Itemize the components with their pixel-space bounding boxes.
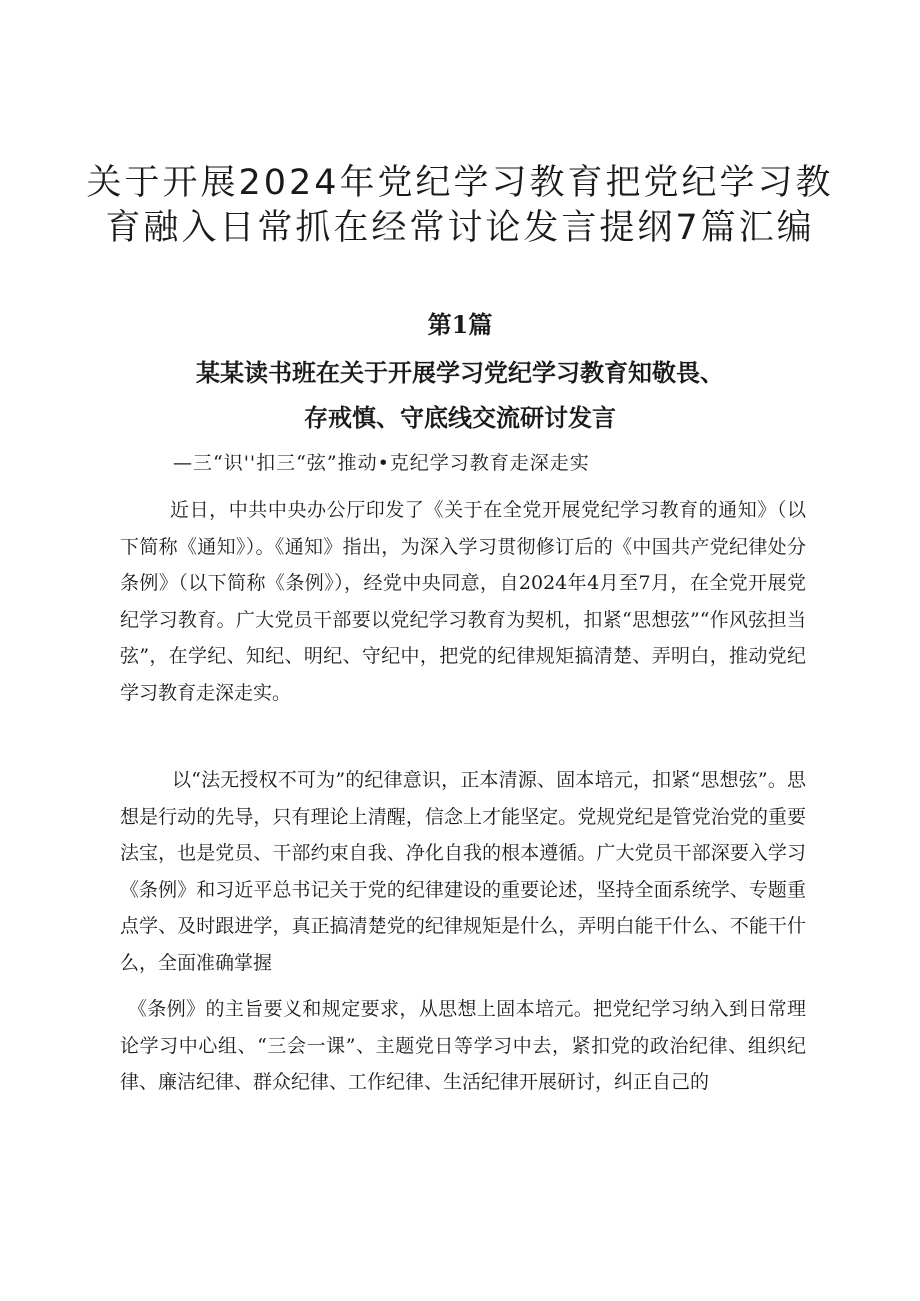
section-title-line-1: 某某读书班在关于开展学习党纪学习教育知敬畏、 — [196, 359, 724, 387]
body-paragraph-1: 近日，中共中央办公厅印发了《关于在全党开展党纪学习教育的通知》（以下简称《通知》）。《通知》指出，为深入学习贯彻修订后的《中国共产党纪律处分条例》（以下简称《条例》），经党中央同意，自2024年4月至7月，在全党开展党纪学习教育。广大党员干部要以党纪学习教育为契机，扣紧“思想弦”“作风弦担当弦”，在学纪、知纪、明纪、守纪中，把党的纪律规矩搞清楚、弄明白，推动党纪学习教育走深走实。 — [120, 499, 806, 704]
section-title-line-2: 存戒慎、守底线交流研讨发言 — [304, 404, 616, 432]
body-paragraph-3: 《条例》的主旨要义和规定要求，从思想上固本培元。把党纪学习纳入到日常理论学习中心组、“三会一课”、主题党日等学习中去，紧扣党的政治纪律、组织纪律、廉洁纪律、群众纪律、工作纪律、生活纪律开展研讨，纠正自己的 — [120, 998, 806, 1093]
body-paragraph-2: 以“法无授权不可为”的纪律意识，正本清源、固本培元，扣紧“思想弦”。思想是行动的先导，只有理论上清醒，信念上才能坚定。党规党纪是管党治党的重要法宝，也是党员、干部约束自我、净化自我的根本遵循。广大党员干部深要入学习《条例》和习近平总书记关于党的纪律建设的重要论述，坚持全面系统学、专题重点学、及时跟进学，真正搞清楚党的纪律规矩是什么，弄明白能干什么、不能干什么，全面准确掌握 — [120, 769, 806, 974]
section-tagline: —三“识''扣三“弦”推动•克纪学习教育走深走实 — [173, 452, 590, 474]
document-title-line-2: 育融入日常抓在经常讨论发言提纲7篇汇编 — [105, 208, 815, 248]
part-number: 第1篇 — [427, 310, 493, 339]
document-title-line-1: 关于开展2024年党纪学习教育把党纪学习教 — [86, 163, 834, 203]
